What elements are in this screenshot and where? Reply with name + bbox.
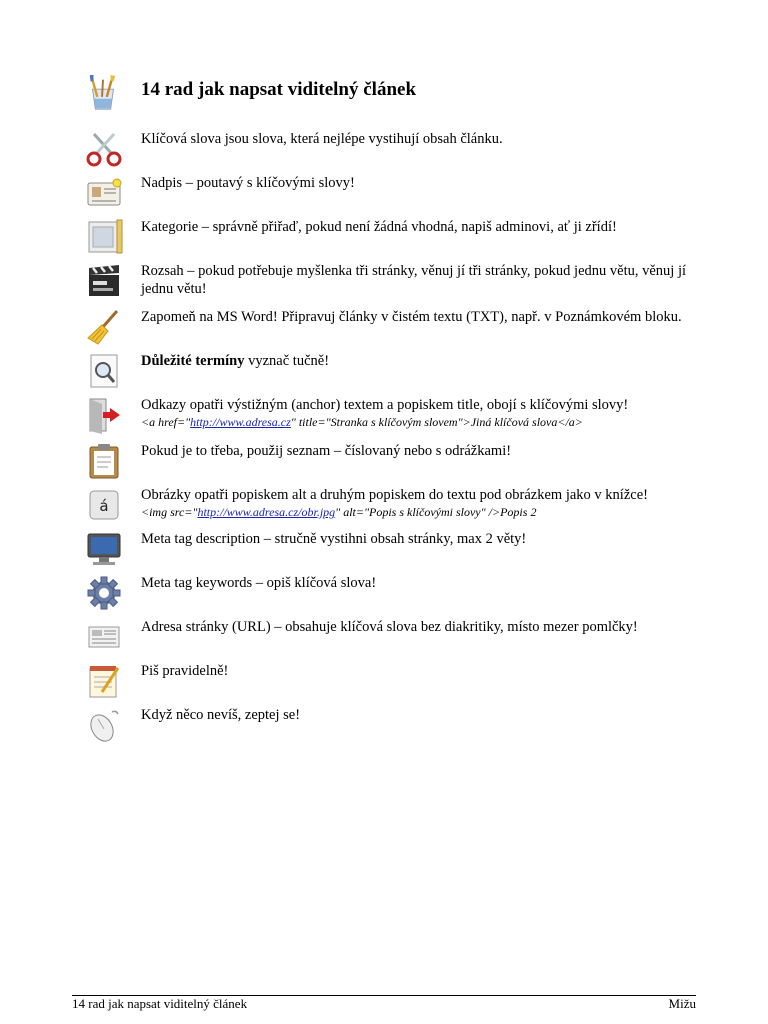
svg-text:á: á bbox=[99, 497, 109, 515]
tip-text bbox=[141, 574, 701, 592]
picture-frame-icon bbox=[84, 218, 124, 256]
newspaper-icon bbox=[84, 618, 124, 656]
tip-text bbox=[141, 662, 701, 680]
title-row bbox=[84, 74, 704, 114]
code-example bbox=[141, 414, 701, 430]
code-suffix: " title="Stranka s klíčovým slovem">Jiná klíčová slova</a> bbox=[290, 415, 583, 429]
bold-term: Důležité termíny bbox=[141, 353, 245, 369]
example-link[interactable]: http://www.adresa.cz/obr.jpg bbox=[197, 505, 336, 519]
character-key-icon bbox=[84, 486, 124, 524]
footer-title: 14 rad jak napsat viditelný článek bbox=[72, 996, 248, 1011]
magnifier-document-icon bbox=[84, 352, 124, 390]
tip-label: Nadpis – poutavý s klíčovými slovy! bbox=[141, 175, 355, 191]
footer-author: Mižu bbox=[668, 996, 696, 1011]
tip-label: Obrázky opatři popiskem alt a druhým popiskem do textu pod obrázkem jako v knížce! bbox=[141, 487, 648, 503]
tip-label: Když něco nevíš, zeptej se! bbox=[141, 707, 301, 723]
tip-text bbox=[141, 618, 701, 636]
tip-label: Klíčová slova jsou slova, která nejlépe vystihují obsah článku. bbox=[141, 131, 503, 147]
tip-label: Zapomeň na MS Word! Připravuj články v čistém textu (TXT), např. v Poznámkovém bloku. bbox=[141, 309, 682, 325]
link-arrow-icon bbox=[84, 396, 124, 434]
clapperboard-icon bbox=[84, 262, 124, 300]
code-example bbox=[141, 504, 701, 520]
tip-text bbox=[141, 530, 701, 548]
code-prefix: <a href=" bbox=[141, 415, 191, 429]
tip-text bbox=[141, 262, 701, 298]
id-card-icon bbox=[84, 174, 124, 212]
clipboard-icon bbox=[84, 442, 124, 480]
brushes-jar-icon bbox=[84, 74, 122, 112]
tip-text bbox=[141, 706, 701, 724]
tip-text bbox=[141, 308, 701, 326]
tip-label: Odkazy opatři výstižným (anchor) textem a popiskem title, obojí s klíčovými slovy! bbox=[141, 397, 629, 413]
notepad-pencil-icon bbox=[84, 662, 124, 700]
tip-label: Meta tag description – stručně vystihni obsah stránky, max 2 věty! bbox=[141, 531, 527, 547]
scissors-icon bbox=[84, 130, 124, 168]
tip-text bbox=[141, 442, 701, 460]
broom-icon bbox=[84, 308, 124, 346]
tip-text bbox=[141, 486, 701, 520]
code-suffix: " alt="Popis s klíčovými slovy" />Popis 2 bbox=[335, 505, 537, 519]
monitor-icon bbox=[84, 530, 124, 568]
tip-label: Adresa stránky (URL) – obsahuje klíčová slova bez diakritiky, místo mezer pomlčky! bbox=[141, 619, 638, 635]
gear-icon bbox=[84, 574, 124, 612]
tip-label: Kategorie – správně přiřaď, pokud není žádná vhodná, napiš adminovi, ať ji zřídí! bbox=[141, 219, 617, 235]
tip-text bbox=[141, 352, 701, 370]
code-prefix: <img src=" bbox=[141, 505, 198, 519]
tip-text bbox=[141, 130, 701, 148]
tip-text bbox=[141, 218, 701, 236]
tip-text bbox=[141, 396, 701, 430]
tip-label: Piš pravidelně! bbox=[141, 663, 229, 679]
mouse-icon bbox=[84, 706, 124, 744]
tip-label: Pokud je to třeba, použij seznam – číslovaný nebo s odrážkami! bbox=[141, 443, 512, 459]
page-title: 14 rad jak napsat viditelný článek bbox=[141, 79, 417, 100]
example-link[interactable]: http://www.adresa.cz bbox=[190, 415, 291, 429]
tip-label: vyznač tučně! bbox=[244, 353, 330, 369]
tip-text bbox=[141, 174, 701, 192]
tip-label: Rozsah – pokud potřebuje myšlenka tři stránky, věnuj jí tři stránky, pokud jednu větu, věnuj jí jednu větu! bbox=[141, 263, 686, 297]
tip-label: Meta tag keywords – opiš klíčová slova! bbox=[141, 575, 377, 591]
